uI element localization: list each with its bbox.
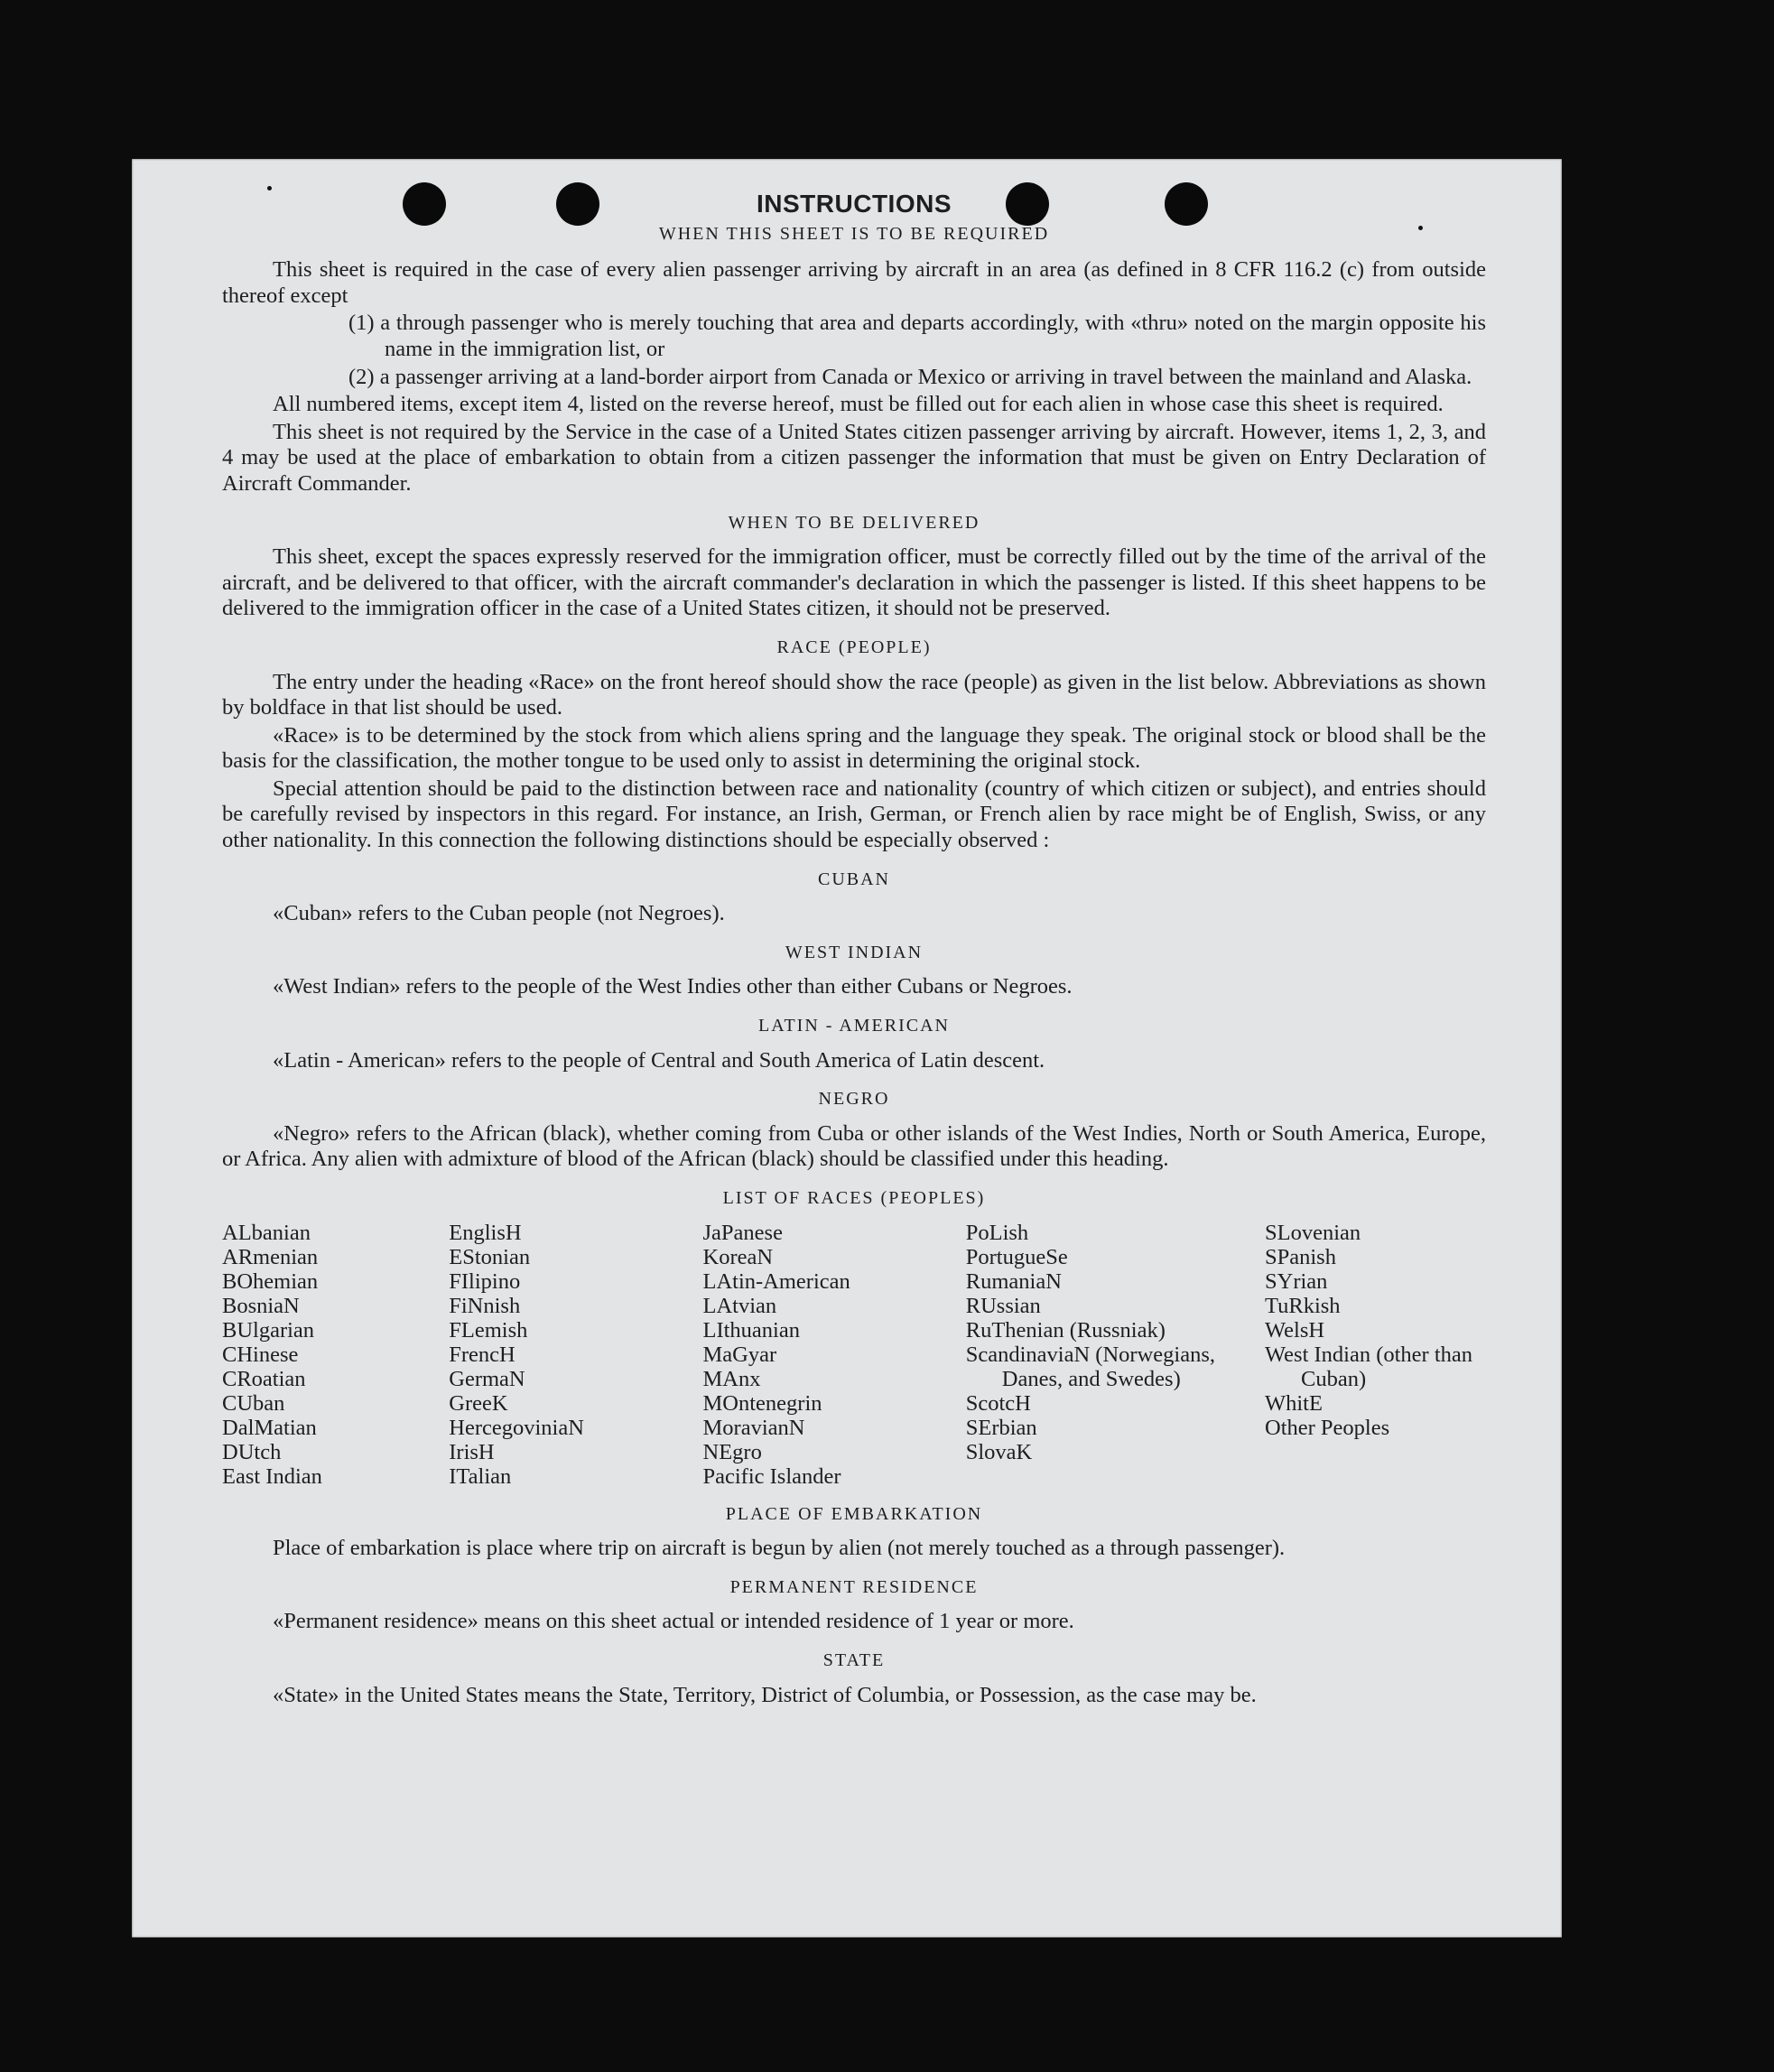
paragraph: «Cuban» refers to the Cuban people (not Negroes). bbox=[273, 901, 725, 926]
section-heading: CUBAN bbox=[817, 869, 890, 889]
section-heading: NEGRO bbox=[818, 1089, 890, 1110]
race-item: SPanish bbox=[1265, 1244, 1336, 1269]
exception-item: (1) a through passenger who is merely touching that area and departs accordingly, with «thru» noted on the margin opposite his name in the immigration list, or bbox=[348, 311, 1486, 361]
instructions-content bbox=[222, 191, 1486, 1710]
race-item: EnglisH bbox=[449, 1220, 522, 1245]
section-heading: WHEN TO BE DELIVERED bbox=[728, 512, 980, 533]
exception-item: (2) a passenger arriving at a land-border airport from Canada or Mexico or arriving in travel between the mainland and Alaska. bbox=[348, 364, 1472, 389]
section-heading: LATIN - AMERICAN bbox=[758, 1016, 950, 1036]
race-item: MOntenegrin bbox=[702, 1390, 822, 1416]
race-item: CUban bbox=[222, 1390, 285, 1416]
race-item: SLovenian bbox=[1265, 1220, 1361, 1245]
race-item: CHinese bbox=[222, 1342, 299, 1367]
race-item: WelsH bbox=[1265, 1317, 1325, 1343]
section-heading: PERMANENT RESIDENCE bbox=[729, 1576, 979, 1597]
race-column bbox=[1265, 1221, 1486, 1489]
race-item: BOhemian bbox=[222, 1268, 319, 1294]
paragraph: Special attention should be paid to the distinction between race and nationality (country of which citizen or subject), and entries should be carefully revised by inspectors in this regard. For instance, an Irish, German, or French alien by race might be of English, Swiss, or any other nationality. In this connection the following distinctions should be especially observed : bbox=[222, 776, 1486, 853]
race-item: MAnx bbox=[702, 1366, 761, 1391]
race-item: NEgro bbox=[702, 1439, 762, 1464]
race-column bbox=[966, 1221, 1237, 1489]
race-item: ALbanian bbox=[222, 1220, 311, 1245]
race-item: RumaniaN bbox=[965, 1268, 1062, 1294]
race-item: GermaN bbox=[449, 1366, 525, 1391]
race-item: DalMatian bbox=[222, 1415, 317, 1440]
race-item: LAtin-American bbox=[702, 1268, 850, 1294]
race-item: DUtch bbox=[222, 1439, 282, 1464]
race-item: FLemish bbox=[449, 1317, 528, 1343]
race-column bbox=[703, 1221, 938, 1489]
race-item: FIlipino bbox=[449, 1268, 521, 1294]
race-item: LAtvian bbox=[702, 1293, 777, 1318]
paragraph: «Negro» refers to the African (black), whether coming from Cuba or other islands of the West Indies, North or South America, Europe, or Africa. Any alien with admixture of blood of the African (black) should be classified under this heading. bbox=[222, 1120, 1486, 1172]
race-item: ITalian bbox=[449, 1463, 512, 1489]
race-item: Pacific Islander bbox=[702, 1463, 841, 1489]
race-item: BUlgarian bbox=[222, 1317, 315, 1343]
race-item: LIthuanian bbox=[702, 1317, 800, 1343]
paragraph: All numbered items, except item 4, listed on the reverse hereof, must be filled out for each alien in whose case this sheet is required. bbox=[273, 392, 1444, 417]
race-item: MaGyar bbox=[702, 1342, 777, 1367]
paragraph: The entry under the heading «Race» on the front hereof should show the race (people) as given in the list below. Abbreviations as shown by boldface in that list should be used. bbox=[222, 669, 1486, 720]
race-list bbox=[222, 1221, 1486, 1489]
race-item: BosniaN bbox=[222, 1293, 300, 1318]
section-heading: WHEN THIS SHEET IS TO BE REQUIRED bbox=[658, 223, 1050, 244]
section-heading: PLACE OF EMBARKATION bbox=[725, 1503, 983, 1524]
race-item: PoLish bbox=[965, 1220, 1029, 1245]
paragraph: «Latin - American» refers to the people of Central and South America of Latin descent. bbox=[273, 1047, 1045, 1073]
section-heading: WEST INDIAN bbox=[785, 942, 924, 962]
paragraph: «West Indian» refers to the people of the West Indies other than either Cubans or Negroes. bbox=[273, 974, 1073, 999]
race-item: JaPanese bbox=[702, 1220, 783, 1245]
race-item: CRoatian bbox=[222, 1366, 306, 1391]
paragraph: «Race» is to be determined by the stock from which aliens spring and the language they speak. The original stock or blood shall be the basis for the classification, the mother tongue to be used only to assist in determining the original stock. bbox=[222, 722, 1486, 774]
race-item: GreeK bbox=[449, 1390, 508, 1416]
race-item: West Indian (other than Cuban) bbox=[1265, 1342, 1473, 1391]
race-item: HercegoviniaN bbox=[449, 1415, 584, 1440]
race-item: TuRkish bbox=[1265, 1293, 1341, 1318]
section-heading: STATE bbox=[822, 1649, 886, 1670]
paper-speck bbox=[267, 186, 272, 190]
race-item: East Indian bbox=[222, 1463, 322, 1489]
race-item: SlovaK bbox=[965, 1439, 1033, 1464]
race-item: EStonian bbox=[449, 1244, 531, 1269]
paragraph: «State» in the United States means the State, Territory, District of Columbia, or Possession, as the case may be. bbox=[273, 1682, 1257, 1707]
race-item: SYrian bbox=[1265, 1268, 1328, 1294]
paragraph: This sheet is required in the case of every alien passenger arriving by aircraft in an area (as defined in 8 CFR 116.2 (c) from outside thereof except bbox=[222, 257, 1486, 308]
paragraph: This sheet, except the spaces expressly reserved for the immigration officer, must be correctly filled out by the time of the arrival of the aircraft, and be delivered to that officer, with the aircraft commander's declaration in which the passenger is listed. If this sheet happens to be delivered to the immigration officer in the case of a United States citizen, it should not be preserved. bbox=[222, 544, 1486, 621]
race-item: FrencH bbox=[449, 1342, 515, 1367]
race-column bbox=[449, 1221, 674, 1489]
race-item: RUssian bbox=[965, 1293, 1041, 1318]
race-column bbox=[222, 1221, 421, 1489]
race-item: RuThenian (Russniak) bbox=[965, 1317, 1166, 1343]
race-item: IrisH bbox=[449, 1439, 495, 1464]
race-item: WhitE bbox=[1265, 1390, 1323, 1416]
race-item: ScotcH bbox=[965, 1390, 1031, 1416]
section-heading: RACE (PEOPLE) bbox=[776, 636, 932, 657]
document-sheet bbox=[132, 159, 1562, 1937]
race-item: KoreaN bbox=[702, 1244, 774, 1269]
race-item: FiNnish bbox=[449, 1293, 521, 1318]
paragraph: Place of embarkation is place where trip on aircraft is begun by alien (not merely touched as a through passenger). bbox=[273, 1536, 1286, 1561]
race-item: SErbian bbox=[965, 1415, 1037, 1440]
race-item: ScandinaviaN (Norwegians, Danes, and Swedes) bbox=[965, 1342, 1215, 1391]
section-heading: LIST OF RACES (PEOPLES) bbox=[722, 1188, 986, 1208]
page-title: INSTRUCTIONS bbox=[757, 190, 952, 218]
race-item: PortugueSe bbox=[965, 1244, 1068, 1269]
paragraph: «Permanent residence» means on this sheet actual or intended residence of 1 year or more. bbox=[273, 1609, 1074, 1634]
paragraph: This sheet is not required by the Service in the case of a United States citizen passenger arriving by aircraft. However, items 1, 2, 3, and 4 may be used at the place of embarkation to obtain from a citizen passenger the information that must be given on Entry Declaration of Aircraft Commander. bbox=[222, 419, 1486, 496]
race-item: MoravianN bbox=[702, 1415, 805, 1440]
race-item: Other Peoples bbox=[1265, 1415, 1390, 1440]
race-item: ARmenian bbox=[222, 1244, 319, 1269]
